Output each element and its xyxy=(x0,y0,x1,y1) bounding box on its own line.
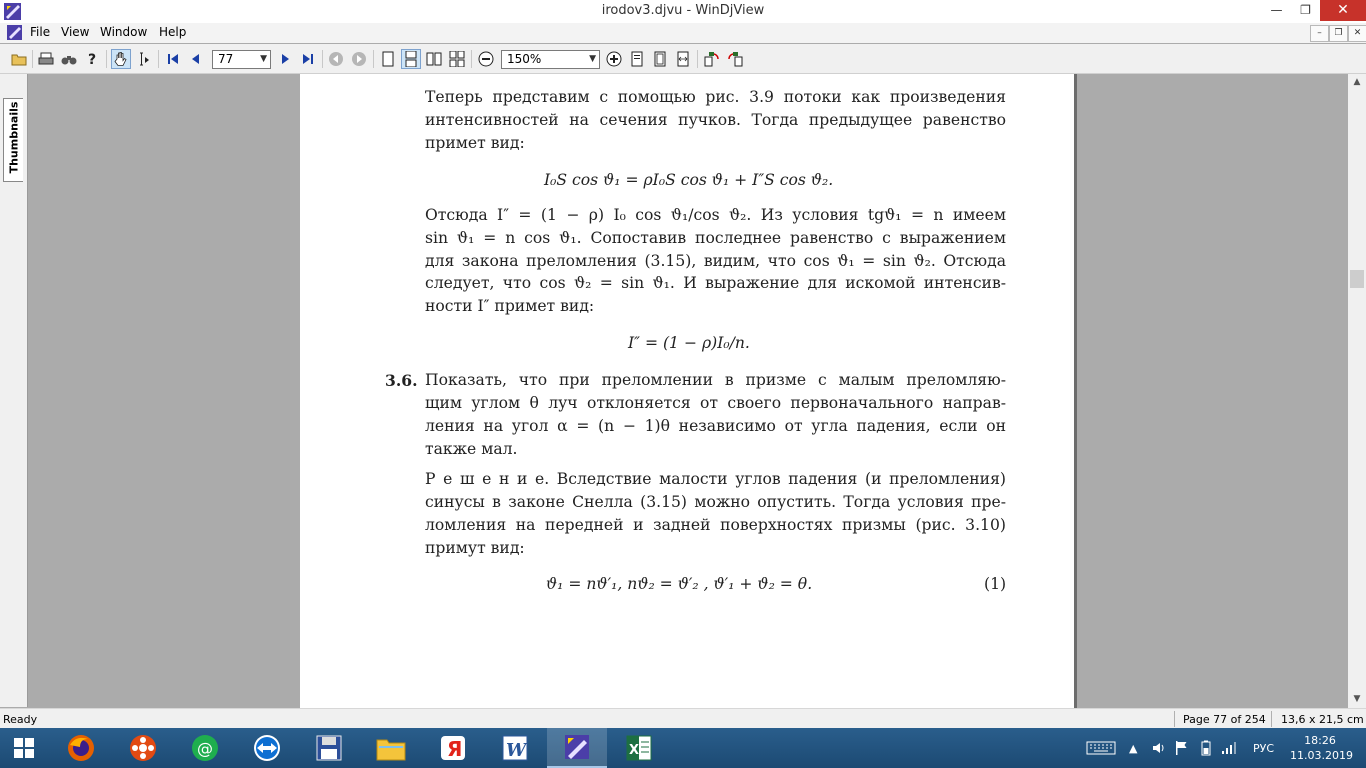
continuous-facing-icon[interactable] xyxy=(447,49,467,69)
paragraph-line: sin ϑ₁ = n cos ϑ₁. Сопоставив последнее равенство с выражением xyxy=(425,229,1006,247)
menu-help[interactable]: Help xyxy=(159,25,187,39)
fit-page-icon[interactable] xyxy=(650,49,670,69)
title-bar xyxy=(0,0,1366,23)
actual-size-icon[interactable] xyxy=(627,49,647,69)
equation-3: ϑ₁ = nϑ′₁, nϑ₂ = ϑ′₂ , ϑ′₁ + ϑ₂ = θ. xyxy=(546,575,813,593)
close-window-button[interactable]: ✕ xyxy=(1320,0,1366,21)
word-icon[interactable] xyxy=(485,728,545,768)
page-indicator: Page 77 of 254 xyxy=(1183,713,1266,726)
paragraph-line: примет вид: xyxy=(425,134,525,152)
zoom-combo[interactable] xyxy=(501,50,600,69)
fit-width-icon[interactable] xyxy=(673,49,693,69)
minimize-window-button[interactable]: — xyxy=(1270,3,1283,17)
navigation-panel xyxy=(0,74,28,707)
problem-line: также мал. xyxy=(425,440,518,458)
paragraph-line: ности I″ примет вид: xyxy=(425,297,595,315)
page-shadow xyxy=(1074,74,1077,708)
problem-line: ления на угол α = (n − 1)θ независимо от угла падения, если он xyxy=(425,417,1006,435)
clock-date: 11.03.2019 xyxy=(1290,749,1353,762)
print-icon[interactable] xyxy=(36,49,56,69)
thumbnails-tab-label: Thumbnails xyxy=(7,101,21,174)
menu-window[interactable]: Window xyxy=(100,25,148,39)
svg-text:@: @ xyxy=(197,739,213,758)
windjview-taskbar-icon[interactable] xyxy=(547,728,607,768)
equation-1: I₀S cos ϑ₁ = ρI₀S cos ϑ₁ + I″S cos ϑ₂. xyxy=(544,171,834,189)
single-page-icon[interactable] xyxy=(378,49,398,69)
help-icon[interactable] xyxy=(82,49,102,69)
thumbnails-tab[interactable] xyxy=(3,98,23,182)
menu-bar xyxy=(0,23,1366,43)
zoom-in-icon[interactable] xyxy=(604,49,624,69)
zoom-out-icon[interactable] xyxy=(476,49,496,69)
firefox-icon[interactable] xyxy=(51,728,111,768)
solution-line: ломления на передней и задней поверхностях призмы (рис. 3.10) xyxy=(425,516,1006,534)
menu-file[interactable]: File xyxy=(30,25,51,39)
equation-2: I″ = (1 − ρ)I₀/n. xyxy=(628,334,750,352)
maximize-window-button[interactable]: ❐ xyxy=(1300,3,1311,17)
page-number-value: 77 xyxy=(218,52,234,66)
status-bar xyxy=(0,708,1366,729)
mail-agent-icon[interactable] xyxy=(175,728,235,768)
paragraph-line: Теперь представим с помощью рис. 3.9 потоки как произведения xyxy=(425,88,1006,106)
open-folder-icon[interactable] xyxy=(9,49,29,69)
scroll-down-arrow-icon[interactable]: ▼ xyxy=(1353,694,1361,704)
taskbar xyxy=(0,728,1366,768)
facing-pages-icon[interactable] xyxy=(424,49,444,69)
clock-time: 18:26 xyxy=(1304,734,1336,747)
document-page xyxy=(300,74,1074,708)
show-hidden-icons-chevron-icon[interactable]: ▲ xyxy=(1129,741,1138,755)
chevron-down-icon: ▼ xyxy=(260,54,267,64)
speaker-icon[interactable] xyxy=(1151,728,1167,768)
svg-text:W: W xyxy=(506,740,527,761)
paragraph-line: для закона преломления (3.15), видим, что cos ϑ₁ = sin ϑ₂. Отсюда xyxy=(425,252,1006,270)
select-tool-icon[interactable] xyxy=(134,49,154,69)
find-binoculars-icon[interactable] xyxy=(59,49,79,69)
svg-text:X: X xyxy=(629,743,640,758)
file-explorer-icon[interactable] xyxy=(361,728,421,768)
problem-line: щим углом θ луч отклоняется от своего первоначального направ- xyxy=(425,394,1006,412)
document-icon[interactable] xyxy=(6,24,23,41)
next-page-icon[interactable] xyxy=(275,49,295,69)
yandex-browser-icon[interactable] xyxy=(423,728,483,768)
keyboard-icon[interactable] xyxy=(1086,728,1116,768)
document-restore-button[interactable]: ❐ xyxy=(1329,25,1348,42)
rotate-left-icon[interactable] xyxy=(702,49,722,69)
page-number-combo[interactable] xyxy=(212,50,271,69)
problem-number: 3.6. xyxy=(385,371,418,390)
continuous-page-icon[interactable] xyxy=(401,49,421,69)
vertical-scrollbar[interactable] xyxy=(1348,74,1366,708)
battery-icon[interactable] xyxy=(1198,728,1214,768)
signal-strength-icon[interactable] xyxy=(1221,728,1239,768)
last-page-icon[interactable] xyxy=(298,49,318,69)
floppy-save-icon[interactable] xyxy=(299,728,359,768)
zoom-value: 150% xyxy=(507,52,542,66)
menu-view[interactable]: View xyxy=(61,25,90,39)
system-clock[interactable] xyxy=(1290,733,1353,763)
page-size-indicator: 13,6 x 21,5 cm xyxy=(1281,713,1364,726)
scroll-thumb[interactable] xyxy=(1350,270,1364,288)
first-page-icon[interactable] xyxy=(163,49,183,69)
solution-line: синусы в законе Снелла (3.15) можно опустить. Тогда условия пре- xyxy=(425,493,1006,511)
window-title: irodov3.djvu - WinDjView xyxy=(601,3,765,18)
document-minimize-button[interactable]: – xyxy=(1310,25,1329,42)
start-windows-icon[interactable] xyxy=(0,728,48,768)
teamviewer-icon[interactable] xyxy=(237,728,297,768)
hand-tool-icon[interactable] xyxy=(111,49,131,69)
toolbar xyxy=(0,44,1366,74)
document-close-button[interactable]: ✕ xyxy=(1348,25,1366,42)
problem-line: Показать, что при преломлении в призме с малым преломляю- xyxy=(425,371,1006,389)
paragraph-line: интенсивностей на сечения пучков. Тогда предыдущее равенство xyxy=(425,111,1006,129)
paragraph-line: следует, что cos ϑ₂ = sin ϑ₁. И выражение для искомой интенсив- xyxy=(425,274,1006,292)
equation-3-number: (1) xyxy=(984,575,1007,593)
rotate-right-icon[interactable] xyxy=(725,49,745,69)
svg-text:?: ? xyxy=(88,52,97,67)
spreadsheet-icon[interactable] xyxy=(609,728,669,768)
previous-page-icon[interactable] xyxy=(186,49,206,69)
forward-icon[interactable] xyxy=(349,49,369,69)
svg-text:Я: Я xyxy=(447,737,463,761)
solution-line: Р е ш е н и е. Вследствие малости углов падения (и преломления) xyxy=(425,470,1006,488)
paragraph-line: Отсюда I″ = (1 − ρ) I₀ cos ϑ₁/cos ϑ₂. Из условия tgϑ₁ = n имеем xyxy=(425,206,1006,224)
input-language-indicator[interactable]: РУС xyxy=(1253,741,1275,755)
media-player-icon[interactable] xyxy=(113,728,173,768)
status-text: Ready xyxy=(3,713,38,726)
solution-line: примут вид: xyxy=(425,539,525,557)
scroll-up-arrow-icon[interactable]: ▲ xyxy=(1353,77,1361,87)
back-icon[interactable] xyxy=(326,49,346,69)
chevron-down-icon: ▼ xyxy=(589,54,596,64)
flag-icon[interactable] xyxy=(1174,728,1188,768)
